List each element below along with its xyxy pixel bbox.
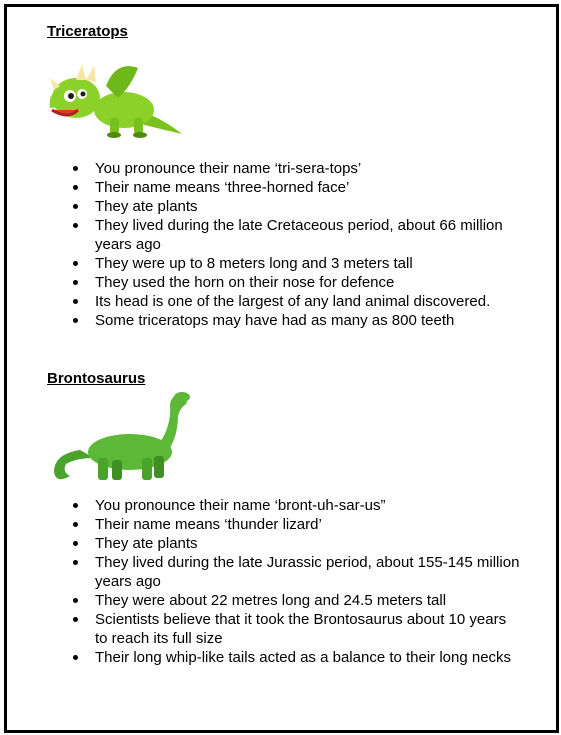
list-item: Scientists believe that it took the Brontosaurus about 10 years to reach its full size [71, 610, 521, 648]
list-item: They lived during the late Cretaceous period, about 66 million years ago [71, 216, 521, 254]
list-item: They ate plants [71, 534, 521, 553]
list-item: They were about 22 metres long and 24.5 meters tall [71, 591, 521, 610]
triceratops-heading: Triceratops [47, 23, 128, 40]
list-item: Their long whip-like tails acted as a balance to their long necks [71, 648, 521, 667]
triceratops-icon [46, 58, 186, 138]
brontosaurus-icon [50, 388, 192, 484]
list-item: They were up to 8 meters long and 3 meters tall [71, 254, 521, 273]
brontosaurus-fact-list [71, 496, 521, 667]
triceratops-fact-list [71, 159, 521, 330]
list-item: You pronounce their name ‘bront-uh-sar-us” [71, 496, 521, 515]
list-item: They used the horn on their nose for defence [71, 273, 521, 292]
brontosaurus-heading: Brontosaurus [47, 370, 146, 387]
list-item: Some triceratops may have had as many as 800 teeth [71, 311, 521, 330]
list-item: They ate plants [71, 197, 521, 216]
list-item: They lived during the late Jurassic period, about 155-145 million years ago [71, 553, 521, 591]
list-item: Its head is one of the largest of any land animal discovered. [71, 292, 521, 311]
list-item: Their name means ‘thunder lizard’ [71, 515, 521, 534]
list-item: Their name means ‘three-horned face’ [71, 178, 521, 197]
list-item: You pronounce their name ‘tri-sera-tops’ [71, 159, 521, 178]
